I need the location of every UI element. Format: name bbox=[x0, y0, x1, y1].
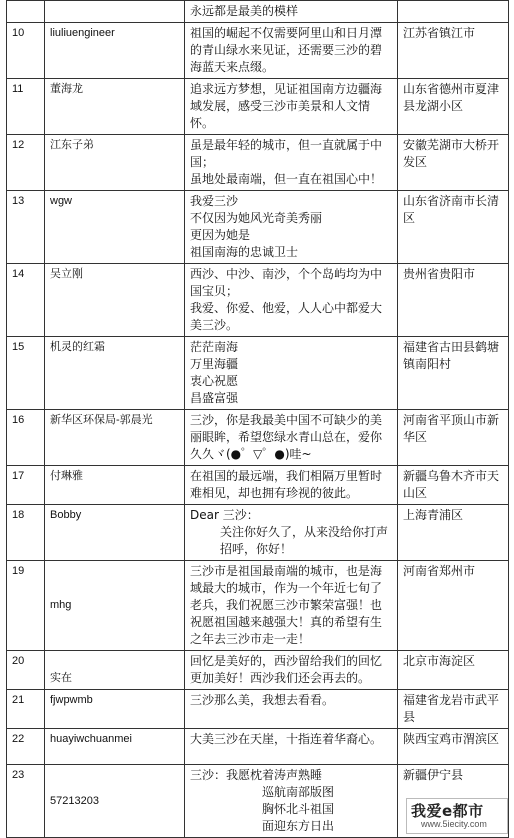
watermark-brand: 我爱e都市 bbox=[411, 802, 484, 820]
message-line: 巡航南部版图 bbox=[262, 785, 335, 799]
location-line: 新疆伊宁县 bbox=[403, 768, 464, 782]
row-location bbox=[398, 337, 509, 410]
site-watermark-logo bbox=[406, 798, 508, 834]
row-location bbox=[398, 651, 509, 690]
row-message bbox=[185, 191, 398, 264]
row-name: 实在 bbox=[45, 651, 185, 690]
table-row bbox=[7, 23, 509, 79]
location-line: 新疆乌鲁木齐市天山区 bbox=[403, 469, 500, 500]
row-name: wgw bbox=[45, 191, 185, 264]
row-number: 10 bbox=[7, 23, 45, 79]
row-number: 12 bbox=[7, 135, 45, 191]
message-line: 三沙：我愿枕着涛声熟睡 bbox=[190, 768, 323, 782]
location-line: 贵州省贵阳市 bbox=[403, 267, 476, 281]
message-line: 祖国南海的忠诚卫士 bbox=[190, 245, 299, 259]
message-line: 昌盛富强 bbox=[190, 391, 239, 405]
row-name: 吴立刚 bbox=[45, 264, 185, 337]
table-row bbox=[7, 651, 509, 690]
row-location bbox=[398, 191, 509, 264]
message-line: 大美三沙在天崖，十指连着华裔心。 bbox=[190, 732, 383, 746]
table-row bbox=[7, 264, 509, 337]
row-message: 永远都是最美的模样 bbox=[185, 1, 398, 23]
row-location bbox=[398, 690, 509, 729]
message-line: 关注你好久了，从来没给你打声招呼，你好！ bbox=[220, 525, 389, 556]
row-name: 新华区环保局-郭晨光 bbox=[45, 410, 185, 466]
location-line: 山东省德州市夏津县龙湖小区 bbox=[403, 82, 500, 113]
row-number: 22 bbox=[7, 729, 45, 765]
location-line: 河南省郑州市 bbox=[403, 564, 476, 578]
location-line: 陕西宝鸡市渭滨区 bbox=[403, 732, 500, 746]
table-row bbox=[7, 337, 509, 410]
location-line: 福建省龙岩市武平县 bbox=[403, 693, 500, 724]
message-line: 面迎东方日出 bbox=[262, 819, 335, 833]
table-row bbox=[7, 191, 509, 264]
row-number bbox=[7, 1, 45, 23]
table-row bbox=[7, 505, 509, 561]
table-row-header-continuation bbox=[7, 1, 509, 23]
message-line: 更因为她是 bbox=[190, 228, 251, 242]
location-line: 福建省古田县鹤塘镇南阳村 bbox=[403, 340, 500, 371]
row-number: 16 bbox=[7, 410, 45, 466]
row-message bbox=[185, 466, 398, 505]
location-line: 上海青浦区 bbox=[403, 508, 464, 522]
location-line: 山东省济南市长清区 bbox=[403, 194, 500, 225]
row-location bbox=[398, 410, 509, 466]
row-message bbox=[185, 264, 398, 337]
row-number: 14 bbox=[7, 264, 45, 337]
row-message bbox=[185, 561, 398, 651]
message-line: 虽地处最南端，但一直在祖国心中！ bbox=[190, 172, 383, 186]
row-message bbox=[185, 79, 398, 135]
message-line: 胸怀北斗祖国 bbox=[262, 802, 335, 816]
row-message bbox=[185, 410, 398, 466]
row-message bbox=[185, 337, 398, 410]
message-line: 万里海疆 bbox=[190, 357, 239, 371]
row-location bbox=[398, 561, 509, 651]
location-line: 江苏省镇江市 bbox=[403, 26, 476, 40]
table-row bbox=[7, 79, 509, 135]
table-row bbox=[7, 561, 509, 651]
row-location bbox=[398, 79, 509, 135]
message-line: 茫茫南海 bbox=[190, 340, 239, 354]
row-name: mhg bbox=[45, 561, 185, 651]
row-number: 18 bbox=[7, 505, 45, 561]
row-message bbox=[185, 690, 398, 729]
message-line: 我爱、你爱、他爱，人人心中都爱大美三沙。 bbox=[190, 301, 383, 332]
row-number: 11 bbox=[7, 79, 45, 135]
table-row bbox=[7, 135, 509, 191]
message-line: 回忆是美好的，西沙留给我们的回忆更加美好！西沙我们还会再去的。 bbox=[190, 654, 383, 685]
location-line: 河南省平顶山市新华区 bbox=[403, 413, 500, 444]
message-line: Dear 三沙： bbox=[190, 508, 259, 522]
row-location bbox=[398, 729, 509, 765]
row-name: 57213203 bbox=[45, 765, 185, 838]
table-row bbox=[7, 466, 509, 505]
location-line: 北京市海淀区 bbox=[403, 654, 476, 668]
row-number: 21 bbox=[7, 690, 45, 729]
row-message bbox=[185, 765, 398, 838]
message-line: 三沙市是祖国最南端的城市，也是海域最大的城市，作为一个年近七旬了老兵，我们祝愿三沙市繁荣富强！也祝愿祖国越来越强大！真的希望有生之年去三沙市走一走！ bbox=[190, 564, 383, 646]
row-number: 13 bbox=[7, 191, 45, 264]
watermark-url: www.5iecity.com bbox=[421, 819, 487, 829]
row-name: 付琳雅 bbox=[45, 466, 185, 505]
row-location bbox=[398, 135, 509, 191]
row-number: 20 bbox=[7, 651, 45, 690]
row-name: fjwpwmb bbox=[45, 690, 185, 729]
row-location bbox=[398, 264, 509, 337]
message-line: 祖国的崛起不仅需要阿里山和日月潭的青山绿水来见证，还需要三沙的碧海蓝天来点缀。 bbox=[190, 26, 383, 74]
message-line: 西沙、中沙、南沙，个个岛屿均为中国宝贝； bbox=[190, 267, 383, 298]
message-line: 在祖国的最远端，我们相隔万里暂时难相见，却也拥有珍视的彼此。 bbox=[190, 469, 383, 500]
row-name: liuliuengineer bbox=[45, 23, 185, 79]
row-number: 23 bbox=[7, 765, 45, 838]
row-name: 江东子弟 bbox=[45, 135, 185, 191]
row-number: 17 bbox=[7, 466, 45, 505]
row-number: 19 bbox=[7, 561, 45, 651]
location-line: 安徽芜湖市大桥开发区 bbox=[403, 138, 500, 169]
message-line: 虽是最年轻的城市，但一直就属于中国； bbox=[190, 138, 383, 169]
row-location bbox=[398, 466, 509, 505]
message-line: 三沙那么美，我想去看看。 bbox=[190, 693, 335, 707]
row-message bbox=[185, 135, 398, 191]
row-name: huayiwchuanmei bbox=[45, 729, 185, 765]
row-name: 机灵的红霜 bbox=[45, 337, 185, 410]
row-location bbox=[398, 1, 509, 23]
message-line: 衷心祝愿 bbox=[190, 374, 239, 388]
row-name bbox=[45, 1, 185, 23]
table-row bbox=[7, 410, 509, 466]
row-name: Bobby bbox=[45, 505, 185, 561]
message-line: 三沙，你是我最美中国不可缺少的美丽眼眸，希望您绿水青山总在，爱你久久ヾ(●゜▽゜●)哇~ bbox=[190, 413, 383, 461]
row-message bbox=[185, 651, 398, 690]
row-number: 15 bbox=[7, 337, 45, 410]
message-line: 不仅因为她风光奇美秀丽 bbox=[190, 211, 323, 225]
message-table bbox=[6, 0, 509, 838]
table-row bbox=[7, 690, 509, 729]
row-location bbox=[398, 23, 509, 79]
row-message bbox=[185, 505, 398, 561]
message-line: 追求远方梦想，见证祖国南方边疆海域发展，感受三沙市美景和人文情怀。 bbox=[190, 82, 383, 130]
row-location bbox=[398, 505, 509, 561]
row-message bbox=[185, 729, 398, 765]
row-name: 董海龙 bbox=[45, 79, 185, 135]
message-line: 我爱三沙 bbox=[190, 194, 239, 208]
table-row bbox=[7, 729, 509, 765]
row-message bbox=[185, 23, 398, 79]
